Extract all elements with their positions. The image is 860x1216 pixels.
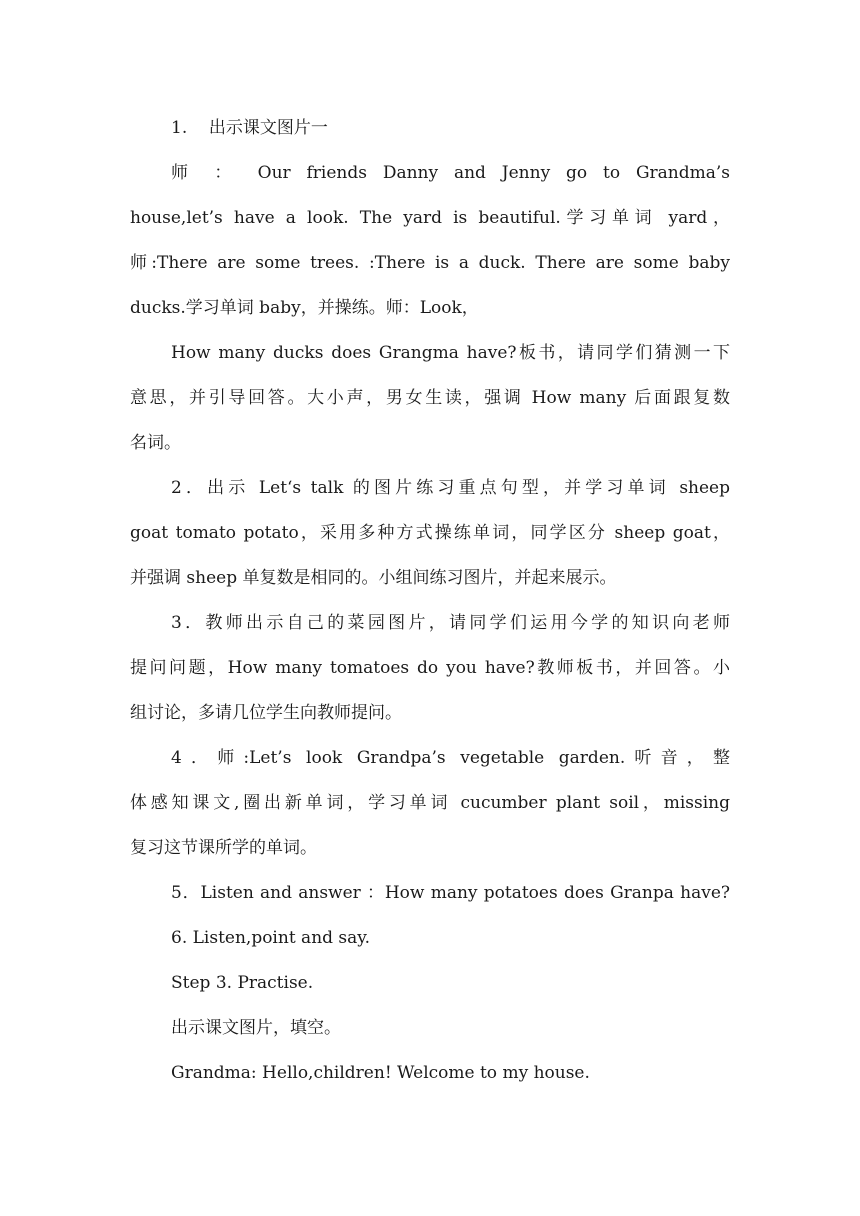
paragraph-line: goat tomato potato，采用多种方式操练单词，同学区分 sheep goat， <box>130 523 730 543</box>
paragraph-line: house,let’s have a look. The yard is beautiful.学习单词 yard， <box>130 208 730 228</box>
paragraph-line: ducks.学习单词 baby，并操练。师：Look， <box>130 298 479 318</box>
step-1-heading: 1. 出示课文图片一 <box>171 118 328 138</box>
paragraph-line: 出示课文图片，填空。 <box>171 1018 341 1038</box>
dialogue-line: Grandma: Hello,children! Welcome to my house. <box>171 1063 590 1083</box>
step-6-paragraph: 6. Listen,point and say. <box>171 928 371 948</box>
paragraph-line: 师 ： Our friends Danny and Jenny go to Grandma’s <box>171 163 730 183</box>
step-4-paragraph: 4．师:Let’s look Grandpa’s vegetable garden.听音，整 <box>171 748 730 768</box>
paragraph-line: 名词。 <box>130 433 181 453</box>
paragraph-line: How many ducks does Grangma have?板书，请同学们猜测一下 <box>171 343 730 363</box>
paragraph-line: 并强调 sheep 单复数是相同的。小组间练习图片，并起来展示。 <box>130 568 617 588</box>
step-2-paragraph: 2．出示 Let‘s talk 的图片练习重点句型，并学习单词 sheep <box>171 478 730 498</box>
paragraph-line: 意思，并引导回答。大小声，男女生读，强调 How many 后面跟复数 <box>130 388 730 408</box>
paragraph-line: 组讨论，多请几位学生向教师提问。 <box>130 703 402 723</box>
section-heading: Step 3. Practise. <box>171 973 314 993</box>
paragraph-line: 师:There are some trees. :There is a duck. There are some baby <box>130 253 730 273</box>
paragraph-line: 复习这节课所学的单词。 <box>130 838 317 858</box>
paragraph-line: 提问问题，How many tomatoes do you have?教师板书，并回答。小 <box>130 658 730 678</box>
paragraph-line: 体感知课文,圈出新单词，学习单词 cucumber plant soil，missing <box>130 793 730 813</box>
step-5-paragraph: 5．Listen and answer ：How many potatoes does Granpa have? <box>171 883 730 903</box>
step-3-paragraph: 3．教师出示自己的菜园图片，请同学们运用今学的知识向老师 <box>171 613 730 633</box>
